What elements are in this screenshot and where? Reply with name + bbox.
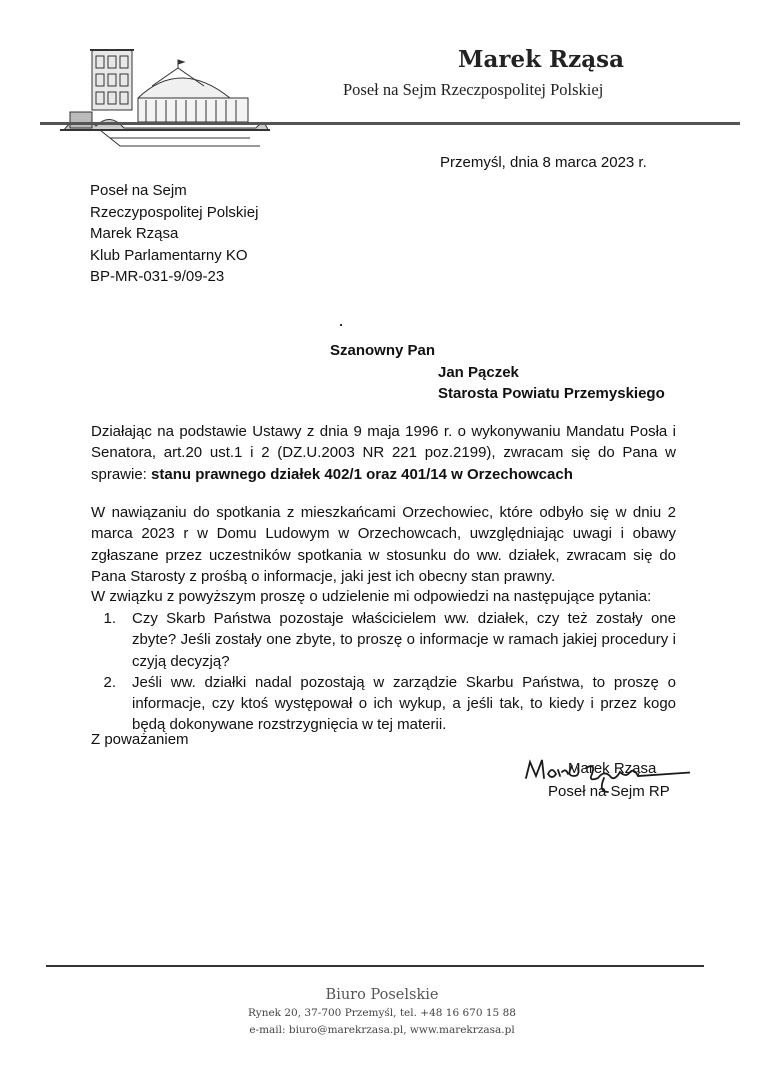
date-line: Przemyśl, dnia 8 marca 2023 r. [440,154,647,171]
handwritten-signature [520,748,690,798]
question-item [91,672,676,736]
signatory-title: Poseł na Sejm RP [548,783,670,800]
question-number: 2. [103,673,116,691]
sender-line: Poseł na Sejm [90,182,187,199]
letterhead-subtitle: Poseł na Sejm Rzeczpospolitej Polskiej [343,80,604,99]
question-text: Jeśli ww. działki nadal pozostają w zarządzie Skarbu Państwa, to proszę o informacje, czy ktoś występował o ich wykup, a jeśli tak, to kiedy i przez kogo będą dokonywane rozstrzygnięcia w tej materii. [132,673,676,734]
footer-divider [46,965,704,967]
body-paragraph-3: W związku z powyższym proszę o udzielenie mi odpowiedzi na następujące pytania: [91,588,652,605]
sejm-building-icon [60,38,270,148]
body-paragraph-1 [91,421,676,485]
question-number: 1. [103,610,116,627]
sender-line: Klub Parlamentarny KO [90,246,248,264]
sender-reference: BP-MR-031-9/09-23 [90,268,225,285]
body-paragraph-1-text: Działając na podstawie Ustawy z dnia 9 maja 1996 r. o wykonywaniu Mandatu Posła i Senatora, art.20 ust.1 i 2 (DZ.U.2003 NR 221 poz.2199), zwracam się do Pana w sprawie: [91,423,676,483]
letterhead-name: Marek Rząsa [458,46,624,73]
addressee-title: Starosta Powiatu Przemyskiego [438,385,665,402]
sender-line: Marek Rząsa [90,225,179,242]
question-list [91,608,676,736]
closing: Z poważaniem [91,731,189,748]
body-paragraph-1-subject: stanu prawnego działek 402/1 oraz 401/14 w Orzechowcach [151,465,573,483]
question-text: Czy Skarb Państwa pozostaje właścicielem ww. działek, czy też zostały one zbyte? Jeśli zostały one zbyte, to proszę o informacje w ramach jakiej procedury i czyją decyzją? [132,610,676,670]
stray-dot [340,324,342,326]
footer-title: Biuro Poselskie [325,987,439,1003]
footer-contact: e-mail: biuro@marekrzasa.pl, www.marekrzasa.pl [249,1024,515,1036]
letterhead-divider [40,122,740,125]
question-item [91,608,676,672]
addressee-name: Jan Pączek [438,364,519,381]
salutation: Szanowny Pan [330,342,436,359]
signatory-name: Marek Rząsa [568,760,657,777]
footer-address: Rynek 20, 37-700 Przemyśl, tel. +48 16 670 15 88 [248,1007,516,1019]
sender-block [90,180,258,288]
body-paragraph-2: W nawiązaniu do spotkania z mieszkańcami Orzechowiec, które odbyło się w dniu 2 marca 2023 r w Domu Ludowym w Orzechowcach, uwzględniając uwagi i obawy zgłaszane przez uczestników spotkania w stosunku do ww. działek, zwracam się do Pana Starosty z prośbą o informacje, jaki jest ich obecny stan prawny. [91,504,676,585]
sender-line: Rzeczypospolitej Polskiej [90,203,259,221]
